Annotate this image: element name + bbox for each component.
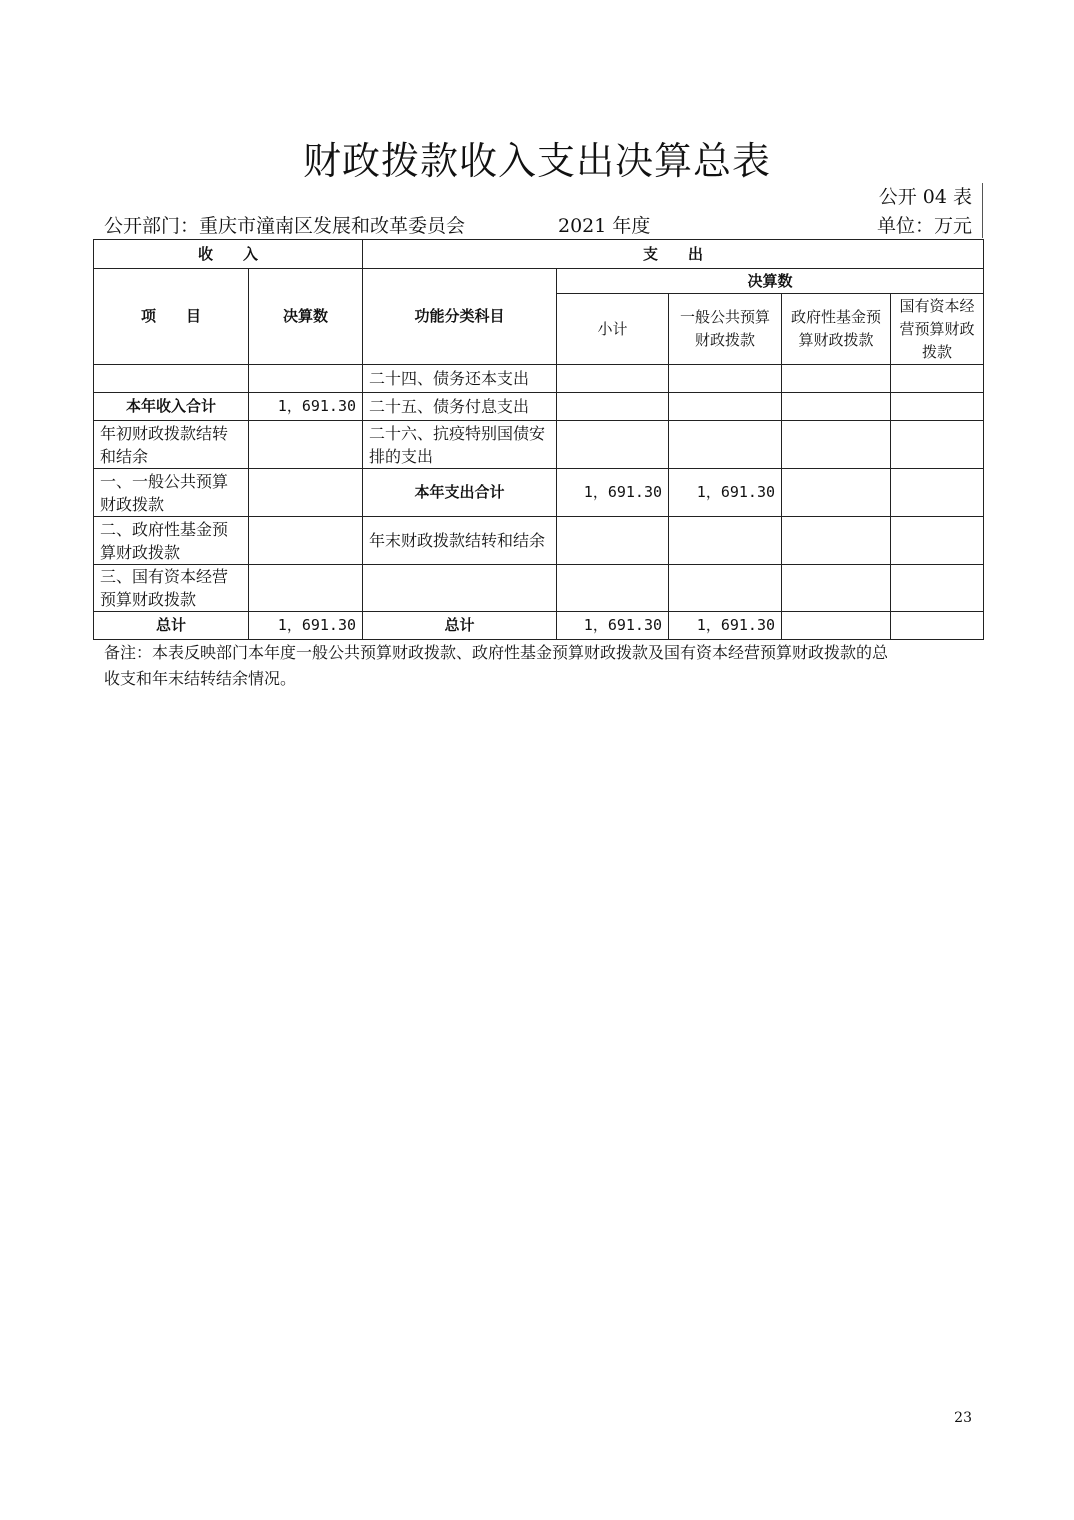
state-capital-cell <box>891 365 984 393</box>
amount-cell <box>249 365 363 393</box>
gov-fund-cell <box>782 469 891 517</box>
expense-header: 支 出 <box>363 240 984 269</box>
function-cell: 总计 <box>363 612 557 640</box>
col-amount-header: 决算数 <box>249 269 363 365</box>
col-function-header: 功能分类科目 <box>363 269 557 365</box>
item-cell: 三、国有资本经营预算财政拨款 <box>94 565 249 612</box>
function-cell: 年末财政拨款结转和结余 <box>363 517 557 565</box>
final-amount-header: 决算数 <box>557 269 984 294</box>
general-cell <box>669 393 782 421</box>
column-header-row <box>94 269 984 294</box>
col-state-capital-header: 国有资本经营预算财政拨款 <box>891 294 984 365</box>
item-cell: 一、一般公共预算财政拨款 <box>94 469 249 517</box>
state-capital-cell <box>891 565 984 612</box>
item-cell: 二、政府性基金预算财政拨款 <box>94 517 249 565</box>
income-header: 收 入 <box>94 240 363 269</box>
item-cell: 本年收入合计 <box>94 393 249 421</box>
general-cell <box>669 565 782 612</box>
amount-cell <box>249 469 363 517</box>
amount-cell: 1，691.30 <box>249 393 363 421</box>
function-cell <box>363 565 557 612</box>
section-header-row <box>94 240 984 269</box>
gov-fund-cell <box>782 421 891 469</box>
table-row <box>94 517 984 565</box>
general-cell <box>669 517 782 565</box>
subtotal-cell <box>557 421 669 469</box>
col-subtotal-header: 小计 <box>557 294 669 365</box>
state-capital-cell <box>891 469 984 517</box>
subtotal-cell <box>557 565 669 612</box>
general-cell: 1，691.30 <box>669 469 782 517</box>
table-note: 备注：本表反映部门本年度一般公共预算财政拨款、政府性基金预算财政拨款及国有资本经营预算财政拨款的总收支和年末结转结余情况。 <box>104 643 889 688</box>
divider-line <box>982 183 983 238</box>
table-row <box>94 421 984 469</box>
gov-fund-cell <box>782 565 891 612</box>
col-gov-fund-header: 政府性基金预算财政拨款 <box>782 294 891 365</box>
total-row <box>94 612 984 640</box>
state-capital-cell <box>891 612 984 640</box>
col-general-header: 一般公共预算财政拨款 <box>669 294 782 365</box>
gov-fund-cell <box>782 517 891 565</box>
financial-table <box>93 239 984 640</box>
gov-fund-cell <box>782 612 891 640</box>
state-capital-cell <box>891 517 984 565</box>
table-row <box>94 393 984 421</box>
function-cell: 二十四、债务还本支出 <box>363 365 557 393</box>
subtotal-cell: 1，691.30 <box>557 469 669 517</box>
subtotal-cell: 1，691.30 <box>557 612 669 640</box>
amount-cell <box>249 517 363 565</box>
function-cell: 二十六、抗疫特别国债安排的支出 <box>363 421 557 469</box>
subtotal-cell <box>557 365 669 393</box>
table-row <box>94 365 984 393</box>
amount-cell <box>249 565 363 612</box>
amount-cell: 1，691.30 <box>249 612 363 640</box>
item-cell: 总计 <box>94 612 249 640</box>
table-row <box>94 469 984 517</box>
function-cell: 本年支出合计 <box>363 469 557 517</box>
page-title: 财政拨款收入支出决算总表 <box>302 139 771 183</box>
department-label: 公开部门：重庆市潼南区发展和改革委员会 <box>104 215 466 237</box>
subtotal-cell <box>557 517 669 565</box>
gov-fund-cell <box>782 393 891 421</box>
general-cell: 1，691.30 <box>669 612 782 640</box>
general-cell <box>669 421 782 469</box>
item-cell: 年初财政拨款结转和结余 <box>94 421 249 469</box>
state-capital-cell <box>891 393 984 421</box>
page-number: 23 <box>954 1410 972 1426</box>
state-capital-cell <box>891 421 984 469</box>
function-cell: 二十五、债务付息支出 <box>363 393 557 421</box>
gov-fund-cell <box>782 365 891 393</box>
table-row <box>94 565 984 612</box>
form-number: 公开 04 表 <box>878 186 972 208</box>
general-cell <box>669 365 782 393</box>
subtotal-cell <box>557 393 669 421</box>
item-cell <box>94 365 249 393</box>
fiscal-year: 2021 年度 <box>558 215 651 237</box>
unit-label: 单位：万元 <box>876 215 972 237</box>
col-item-header: 项 目 <box>94 269 249 365</box>
amount-cell <box>249 421 363 469</box>
